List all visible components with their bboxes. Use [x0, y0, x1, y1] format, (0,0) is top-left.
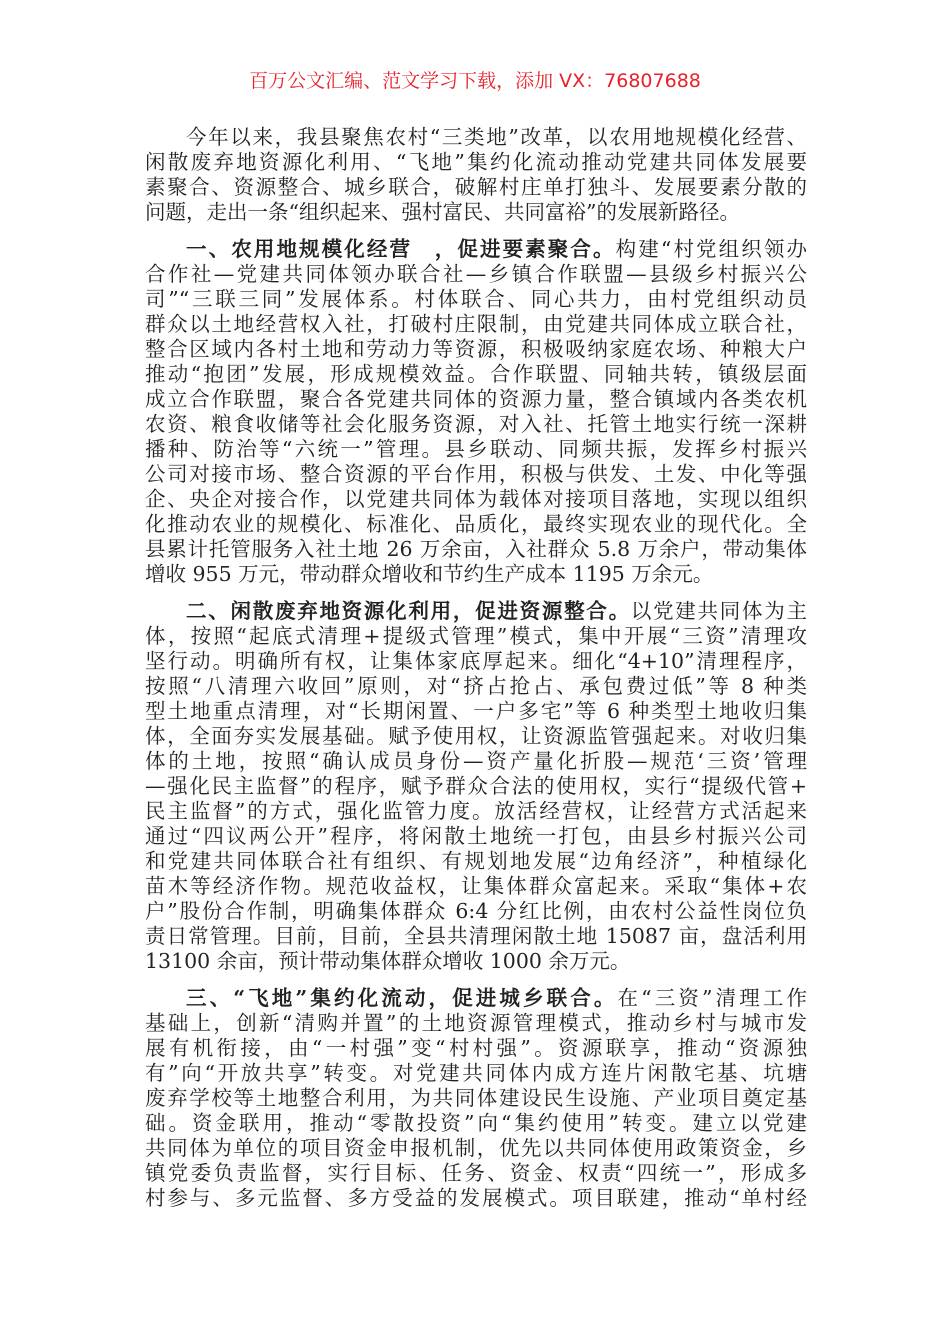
line-text: 通过“四议两公开”程序，将闲散土地统一打包，由县乡村振兴公司: [145, 824, 807, 848]
line-text: 民主监督”的方式，强化监管力度。放活经营权，让经营方式活起来: [145, 799, 807, 823]
line-text: 型土地重点清理，对“长期闲置、一户多宅”等 6 种类型土地收归集: [145, 699, 807, 723]
line-text: 按照“八清理六收回”原则，对“挤占抢占、承包费过低”等 8 种类: [145, 674, 807, 698]
paragraph: [145, 599, 807, 974]
text-line: [145, 986, 807, 1011]
line-text: 责日常管理。目前，目前，全县共清理闲散土地 15087 亩，盘活利用: [145, 924, 807, 948]
text-line: [145, 1011, 807, 1036]
text-line: [145, 562, 807, 587]
text-line: [145, 1186, 807, 1211]
text-line: [145, 412, 807, 437]
line-text: 有”向“开放共享”转变。对党建共同体内成方连片闲散宅基、坑塘: [145, 1061, 807, 1085]
paragraph: [145, 986, 807, 1211]
text-line: [145, 774, 807, 799]
text-line: [145, 674, 807, 699]
text-line: [145, 1086, 807, 1111]
line-text: 闲散废弃地资源化利用、“飞地”集约化流动推动党建共同体发展要: [145, 150, 807, 174]
text-line: [145, 175, 807, 200]
line-text: 镇党委负责监督，实行目标、任务、资金、权责“四统一”，形成多: [145, 1161, 807, 1185]
line-text: 苗木等经济作物。规范收益权，让集体群众富起来。采取“集体+农: [145, 874, 807, 898]
text-line: [145, 125, 807, 150]
text-line: [145, 874, 807, 899]
line-text: 基础上，创新“清购并置”的土地资源管理模式，推动乡村与城市发: [145, 1011, 807, 1035]
line-text: 播种、防治等“六统一”管理。县乡联动、同频共振，发挥乡村振兴: [145, 437, 807, 461]
text-line: [145, 849, 807, 874]
text-line: [145, 949, 807, 974]
text-line: [145, 899, 807, 924]
line-text: 合作社—党建共同体领办联合社—乡镇合作联盟—县级乡村振兴公: [145, 262, 807, 286]
line-text: 问题，走出一条“组织起来、强村富民、共同富裕”的发展新路径。: [145, 200, 740, 224]
text-line: [145, 599, 807, 624]
text-line: [145, 537, 807, 562]
line-text: 县累计托管服务入社土地 26 万余亩，入社群众 5.8 万余户，带动集体: [145, 537, 807, 561]
text-line: [145, 387, 807, 412]
line-text: 共同体为单位的项目资金申报机制，优先以共同体使用政策资金，乡: [145, 1136, 807, 1160]
document-body: [145, 125, 807, 1223]
text-line: [145, 624, 807, 649]
text-line: [145, 699, 807, 724]
text-line: [145, 724, 807, 749]
line-text: —强化民主监督”的程序，赋予群众合法的使用权，实行“提级代管+: [145, 774, 807, 798]
text-line: [145, 649, 807, 674]
line-text: 展有机衔接，由“一村强”变“村村强”。资源联享，推动“资源独: [145, 1036, 807, 1060]
line-text: 群众以土地经营权入社，打破村庄限制，由党建共同体成立联合社，: [145, 312, 807, 336]
line-text: 公司对接市场、整合资源的平台作用，积极与供发、土发、中化等强: [145, 462, 807, 486]
line-text: 础。资金联用，推动“零散投资”向“集约使用”转变。建立以党建: [145, 1111, 807, 1135]
line-text: 推动“抱团”发展，形成规模效益。合作联盟、同轴共转，镇级层面: [145, 362, 807, 386]
text-line: [145, 1111, 807, 1136]
text-line: [145, 287, 807, 312]
text-line: [145, 924, 807, 949]
text-line: [145, 312, 807, 337]
line-text: 在“三资”清理工作: [617, 986, 807, 1010]
text-line: [145, 1036, 807, 1061]
text-line: [145, 487, 807, 512]
line-text: 司”“三联三同”发展体系。村体联合、同心共力，由村党组织动员: [145, 287, 807, 311]
line-text: 化推动农业的规模化、标准化、品质化，最终实现农业的现代化。全: [145, 512, 807, 536]
section-heading: 三、“飞地”集约化流动，促进城乡联合。: [186, 986, 618, 1010]
text-line: [145, 462, 807, 487]
text-line: [145, 749, 807, 774]
line-text: 体的土地，按照“确认成员身份—资产量化折股—规范‘三资’管理: [145, 749, 807, 773]
text-line: [145, 824, 807, 849]
text-line: [145, 512, 807, 537]
text-line: [145, 1136, 807, 1161]
line-text: 今年以来，我县聚焦农村“三类地”改革，以农用地规模化经营、: [186, 125, 807, 149]
line-text: 13100 余亩，预计带动集体群众增收 1000 余万元。: [145, 949, 631, 973]
text-line: [145, 150, 807, 175]
line-text: 废弃学校等土地整合利用，为共同体建设民生设施、产业项目奠定基: [145, 1086, 807, 1110]
text-line: [145, 200, 807, 225]
line-text: 增收 955 万元，带动群众增收和节约生产成本 1195 万余元。: [145, 562, 714, 586]
section-heading: 二、闲散废弃地资源化利用，促进资源整合。: [186, 599, 631, 623]
line-text: 体，按照“起底式清理+提级式管理”模式，集中开展“三资”清理攻: [145, 624, 807, 648]
text-line: [145, 1161, 807, 1186]
line-text: 和党建共同体联合社有组织、有规划地发展“边角经济”，种植绿化: [145, 849, 807, 873]
text-line: [145, 799, 807, 824]
text-line: [145, 437, 807, 462]
text-line: [145, 362, 807, 387]
text-line: [145, 262, 807, 287]
text-line: [145, 237, 807, 262]
line-text: 构建“村党组织领办: [615, 237, 807, 261]
text-line: [145, 1061, 807, 1086]
watermark-banner: 百万公文汇编、范文学习下载，添加 VX：76807688: [249, 70, 701, 92]
line-text: 成立合作联盟，聚合各党建共同体的资源力量，整合镇域内各类农机: [145, 387, 807, 411]
line-text: 素聚合、资源整合、城乡联合，破解村庄单打独斗、发展要素分散的: [145, 175, 807, 199]
line-text: 村参与、多元监督、多方受益的发展模式。项目联建，推动“单村经: [145, 1186, 807, 1210]
line-text: 户”股份合作制，明确集体群众 6:4 分红比例，由农村公益性岗位负: [145, 899, 807, 923]
line-text: 整合区域内各村土地和劳动力等资源，积极吸纳家庭农场、种粮大户: [145, 337, 807, 361]
section-heading: 一、农用地规模化经营 ，促进要素聚合。: [186, 237, 616, 261]
line-text: 农资、粮食收储等社会化服务资源，对入社、托管土地实行统一深耕: [145, 412, 807, 436]
line-text: 企、央企对接合作，以党建共同体为载体对接项目落地，实现以组织: [145, 487, 807, 511]
text-line: [145, 337, 807, 362]
line-text: 坚行动。明确所有权，让集体家底厚起来。细化“4+10”清理程序，: [145, 649, 807, 673]
paragraph: [145, 125, 807, 225]
line-text: 以党建共同体为主: [630, 599, 808, 623]
line-text: 体，全面夯实发展基础。赋予使用权，让资源监管强起来。对收归集: [145, 724, 807, 748]
paragraph: [145, 237, 807, 587]
